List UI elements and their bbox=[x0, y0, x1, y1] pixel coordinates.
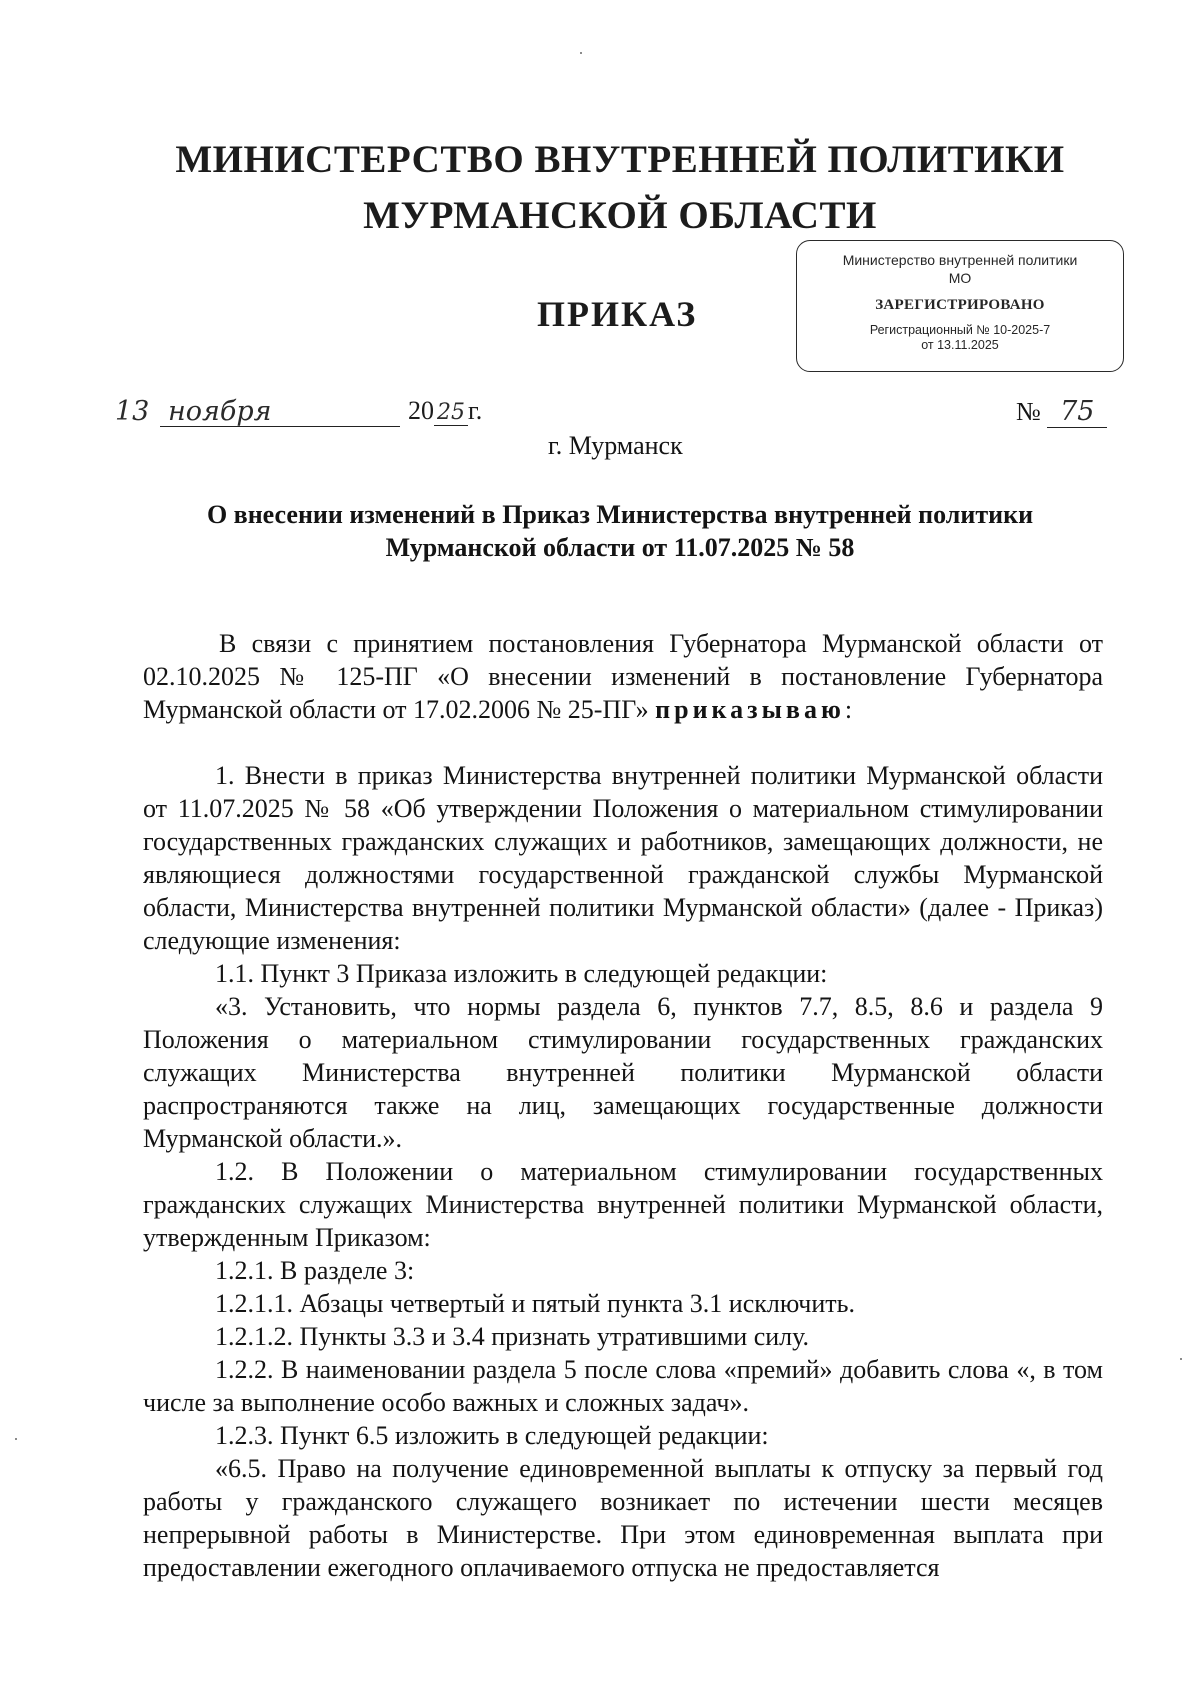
date-year bbox=[408, 396, 482, 426]
date-month: ноября bbox=[168, 396, 272, 427]
stamp-organization bbox=[797, 251, 1123, 287]
stamp-reg-date: от 13.11.2025 bbox=[921, 338, 999, 352]
body-paragraph: 1.2.1. В разделе 3: bbox=[215, 1256, 415, 1285]
intro-text: В связи с принятием постановления Губернатора Мурманской области от 02.10.2025 № 125-ПГ «О внесении изменений в постановление Губернатора Мурманской области от 17.02.2006 № 25-ПГ» bbox=[143, 629, 1103, 724]
order-body bbox=[143, 627, 1103, 1584]
scan-speck bbox=[580, 52, 582, 54]
body-paragraph: «6.5. Право на получение единовременной выплаты к отпуску за первый год работы у гражданского служащего возникает по истечении шести месяцев непрерывной работы в Министерстве. При этом единовременная выплата при предоставлении ежегодного оплачиваемого отпуска не предоставляется bbox=[143, 1454, 1103, 1582]
ministry-title bbox=[0, 132, 1200, 244]
body-paragraph: «3. Установить, что нормы раздела 6, пунктов 7.7, 8.5, 8.6 и раздела 9 Положения о материальном стимулировании государственных гражданских служащих Министерства внутренней политики Мурманской области распространяются также на лиц, замещающих государственные должности Мурманской области.». bbox=[143, 992, 1103, 1153]
order-verb: приказываю bbox=[655, 695, 845, 724]
body-paragraph: 1.1. Пункт 3 Приказа изложить в следующей редакции: bbox=[215, 959, 828, 988]
ministry-title-line1: МИНИСТЕРСТВО ВНУТРЕННЕЙ ПОЛИТИКИ bbox=[175, 138, 1065, 181]
order-number-value: 75 bbox=[1047, 396, 1107, 428]
stamp-reg-number: Регистрационный № 10-2025-7 bbox=[869, 323, 1051, 337]
date-year-suffix: 25 bbox=[434, 400, 468, 426]
stamp-status: ЗАРЕГИСТРИРОВАНО bbox=[875, 297, 1045, 313]
order-subject-line2: Мурманской области от 11.07.2025 № 58 bbox=[385, 533, 855, 562]
body-paragraph: 1.2. В Положении о материальном стимулировании государственных гражданских служащих Министерства внутренней политики Мурманской области, утвержденным Приказом: bbox=[143, 1157, 1103, 1252]
order-subject-line1: О внесении изменений в Приказ Министерства внутренней политики bbox=[206, 500, 1034, 529]
date-year-mark: г. bbox=[468, 396, 483, 425]
date-day: 13 bbox=[115, 396, 150, 427]
order-subject bbox=[150, 498, 1090, 564]
scan-speck bbox=[1180, 1358, 1182, 1360]
registration-stamp bbox=[796, 240, 1124, 372]
stamp-registration bbox=[797, 323, 1123, 353]
body-paragraph: 1.2.3. Пункт 6.5 изложить в следующей редакции: bbox=[215, 1421, 769, 1450]
order-number-label: № bbox=[1016, 397, 1041, 426]
order-verb-colon: : bbox=[844, 695, 853, 724]
city: г. Мурманск bbox=[548, 431, 683, 460]
scan-speck bbox=[15, 1438, 17, 1440]
order-number bbox=[1016, 396, 1107, 428]
document-type: ПРИКАЗ bbox=[537, 294, 698, 334]
stamp-org-line2: МО bbox=[948, 270, 972, 286]
body-paragraph: 1.2.1.1. Абзацы четвертый и пятый пункта 3.1 исключить. bbox=[215, 1289, 855, 1318]
date-month-field bbox=[160, 396, 400, 427]
body-paragraph: 1. Внести в приказ Министерства внутренней политики Мурманской области от 11.07.2025 № 58 «Об утверждении Положения о материальном стимулировании государственных гражданских служащих и работников, замещающих должности, не являющиеся должностями государственной гражданской службы Мурманской области, Министерства внутренней политики Мурманской области» (далее - Приказ) следующие изменения: bbox=[143, 761, 1103, 955]
intro-paragraph bbox=[143, 627, 1103, 726]
date-year-prefix: 20 bbox=[408, 396, 434, 425]
ministry-title-line2: МУРМАНСКОЙ ОБЛАСТИ bbox=[363, 194, 877, 237]
body-paragraph: 1.2.2. В наименовании раздела 5 после слова «премий» добавить слова «, в том числе за выполнение особо важных и сложных задач». bbox=[143, 1355, 1103, 1417]
body-paragraph: 1.2.1.2. Пункты 3.3 и 3.4 признать утратившими силу. bbox=[215, 1322, 810, 1351]
stamp-org-line1: Министерство внутренней политики bbox=[842, 252, 1078, 268]
